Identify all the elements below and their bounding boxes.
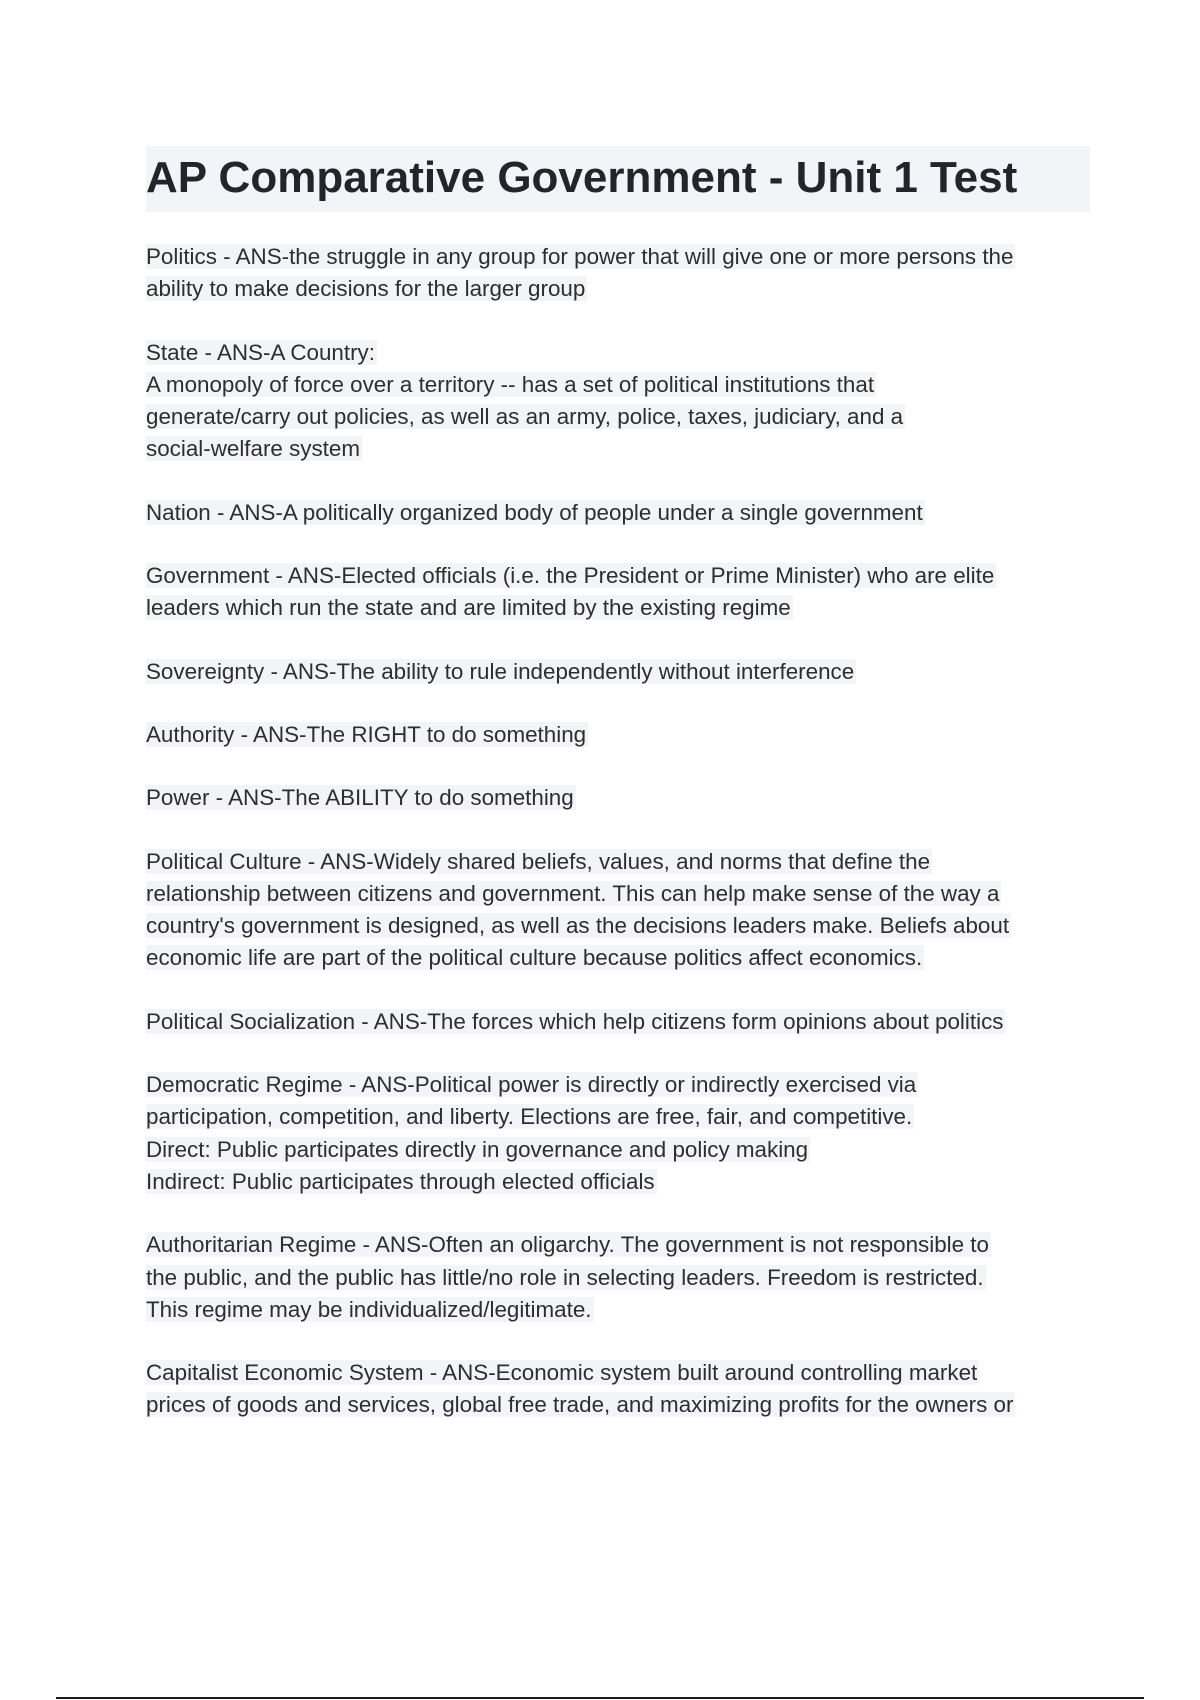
definition-entry-authoritarian-regime bbox=[146, 1229, 1096, 1326]
definition-entry-authority bbox=[146, 719, 1096, 751]
definition-line bbox=[146, 337, 1096, 369]
definition-text: Authority - ANS-The RIGHT to do something bbox=[146, 721, 587, 747]
definition-text: Capitalist Economic System - ANS-Economic system built around controlling market bbox=[146, 1360, 978, 1386]
definition-line bbox=[146, 1294, 1096, 1326]
definition-text: generate/carry out policies, as well as an army, police, taxes, judiciary, and a bbox=[146, 404, 904, 430]
definition-entry-capitalist-economic-system bbox=[146, 1357, 1096, 1422]
definition-text: Power - ANS-The ABILITY to do something bbox=[146, 785, 574, 811]
definition-entry-politics bbox=[146, 241, 1096, 306]
definition-text: Sovereignty - ANS-The ability to rule independently without interference bbox=[146, 658, 855, 684]
definition-line bbox=[146, 1166, 1096, 1198]
definition-entry-power bbox=[146, 782, 1096, 814]
definition-entry-sovereignty bbox=[146, 656, 1096, 688]
definition-line bbox=[146, 592, 1096, 624]
definition-text: country's government is designed, as well as the decisions leaders make. Beliefs about bbox=[146, 913, 1010, 939]
definition-line bbox=[146, 1006, 1096, 1038]
definition-line bbox=[146, 942, 1096, 974]
definition-line bbox=[146, 910, 1096, 942]
definition-text: This regime may be individualized/legitimate. bbox=[146, 1296, 592, 1322]
definition-entry-democratic-regime bbox=[146, 1069, 1096, 1198]
definition-line bbox=[146, 273, 1096, 305]
definition-text: the public, and the public has little/no role in selecting leaders. Freedom is restricted. bbox=[146, 1264, 984, 1290]
definition-text: Politics - ANS-the struggle in any group for power that will give one or more persons the bbox=[146, 244, 1014, 269]
definition-line bbox=[146, 1357, 1096, 1389]
definition-line bbox=[146, 433, 1096, 465]
definition-text: leaders which run the state and are limited by the existing regime bbox=[146, 595, 791, 621]
definition-text: relationship between citizens and government. This can help make sense of the way a bbox=[146, 880, 1000, 906]
definition-entry-political-culture bbox=[146, 846, 1096, 975]
title-block bbox=[146, 146, 1090, 212]
definition-text: ability to make decisions for the larger group bbox=[146, 276, 586, 302]
definition-text: Democratic Regime - ANS-Political power is directly or indirectly exercised via bbox=[146, 1072, 917, 1098]
definition-line bbox=[146, 241, 1096, 273]
page-title: AP Comparative Government - Unit 1 Test bbox=[146, 153, 1018, 202]
definition-line bbox=[146, 1134, 1096, 1166]
definition-text: Political Socialization - ANS-The forces which help citizens form opinions about politics bbox=[146, 1008, 1004, 1034]
definition-entry-government bbox=[146, 560, 1096, 625]
definition-line bbox=[146, 1101, 1096, 1133]
definition-text: State - ANS-A Country: bbox=[146, 339, 375, 365]
definition-line bbox=[146, 719, 1096, 751]
definition-line bbox=[146, 656, 1096, 688]
definition-line bbox=[146, 1229, 1096, 1261]
definition-line bbox=[146, 846, 1096, 878]
definition-list bbox=[146, 241, 1096, 1453]
definition-text: Nation - ANS-A politically organized body of people under a single government bbox=[146, 499, 923, 525]
definition-text: Indirect: Public participates through elected officials bbox=[146, 1168, 655, 1194]
footer-divider bbox=[56, 1697, 1144, 1699]
definition-text: social-welfare system bbox=[146, 436, 361, 462]
definition-line bbox=[146, 401, 1096, 433]
definition-text: participation, competition, and liberty. Elections are free, fair, and competitive. bbox=[146, 1104, 913, 1130]
definition-line bbox=[146, 878, 1096, 910]
definition-text: prices of goods and services, global free trade, and maximizing profits for the owners or bbox=[146, 1392, 1014, 1418]
definition-text: Direct: Public participates directly in governance and policy making bbox=[146, 1136, 809, 1162]
definition-text: Authoritarian Regime - ANS-Often an oligarchy. The government is not responsible to bbox=[146, 1232, 989, 1258]
definition-line bbox=[146, 1069, 1096, 1101]
definition-line bbox=[146, 560, 1096, 592]
definition-line bbox=[146, 782, 1096, 814]
definition-line bbox=[146, 369, 1096, 401]
definition-text: economic life are part of the political culture because politics affect economics. bbox=[146, 945, 923, 971]
definition-entry-nation bbox=[146, 497, 1096, 529]
definition-line bbox=[146, 1262, 1096, 1294]
definition-text: A monopoly of force over a territory -- has a set of political institutions that bbox=[146, 371, 875, 397]
definition-line bbox=[146, 1389, 1096, 1421]
definition-text: Political Culture - ANS-Widely shared beliefs, values, and norms that define the bbox=[146, 848, 931, 874]
definition-line bbox=[146, 497, 1096, 529]
definition-entry-state bbox=[146, 337, 1096, 466]
definition-entry-political-socialization bbox=[146, 1006, 1096, 1038]
definition-text: Government - ANS-Elected officials (i.e. the President or Prime Minister) who are elite bbox=[146, 563, 995, 589]
